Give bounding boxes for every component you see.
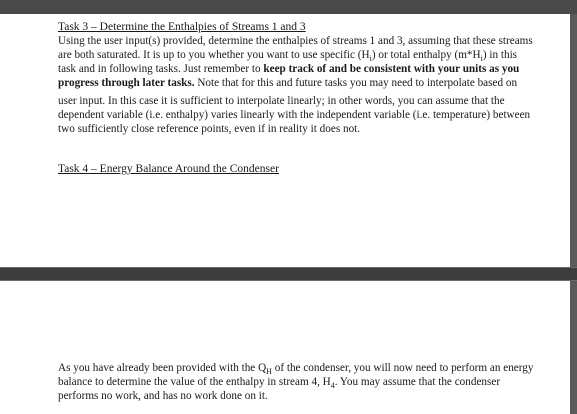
text-line: performs no work, and has no work done on it. — [58, 390, 268, 402]
text-line: task and in following tasks. Just remember to keep track of and be consistent with your units as you — [58, 63, 520, 75]
task-3-paragraph — [58, 34, 546, 90]
text-line: two sufficiently close reference points, even if in reality it does not. — [58, 123, 361, 135]
viewer-top-bar — [0, 0, 577, 14]
text-line: are both saturated. It is up to you whether you want to use specific $(H_i)$ or total enthalpy $(m*H_i)$ in this — [58, 49, 518, 64]
viewer-scroll-edge — [570, 281, 577, 414]
page-separator — [0, 267, 577, 281]
task-3-paragraph-cont — [58, 94, 546, 136]
viewer-scroll-edge — [570, 14, 577, 267]
emphasis-text: keep track of and be consistent with your units as you — [263, 63, 520, 75]
task-4-heading: Task 4 – Energy Balance Around the Condenser — [58, 163, 279, 175]
emphasis-text: progress through later tasks. — [58, 77, 195, 89]
text-line: Using the user input(s) provided, determine the enthalpies of streams 1 and 3, assuming that these streams — [58, 35, 533, 47]
document-page-1 — [0, 14, 570, 267]
text-line: dependent variable (i.e. enthalpy) varies linearly with the independent variable (i.e. temperature) between — [58, 109, 531, 121]
text-line: balance to determine the value of the enthalpy in stream 4, $H_4$. You may assume that the condenser — [58, 376, 501, 391]
text-line: As you have already been provided with the $Q_H$ of the condenser, you will now need to perform an energy — [58, 362, 534, 377]
text-line: user input. In this case it is sufficient to interpolate linearly; in other words, you can assume that the — [58, 95, 505, 107]
task-3-heading: Task 3 – Determine the Enthalpies of Streams 1 and 3 — [58, 21, 306, 33]
text-line: progress through later tasks. Note that for this and future tasks you may need to interpolate based on — [58, 77, 518, 89]
document-page-2 — [0, 281, 570, 414]
task-4-paragraph — [58, 361, 546, 403]
